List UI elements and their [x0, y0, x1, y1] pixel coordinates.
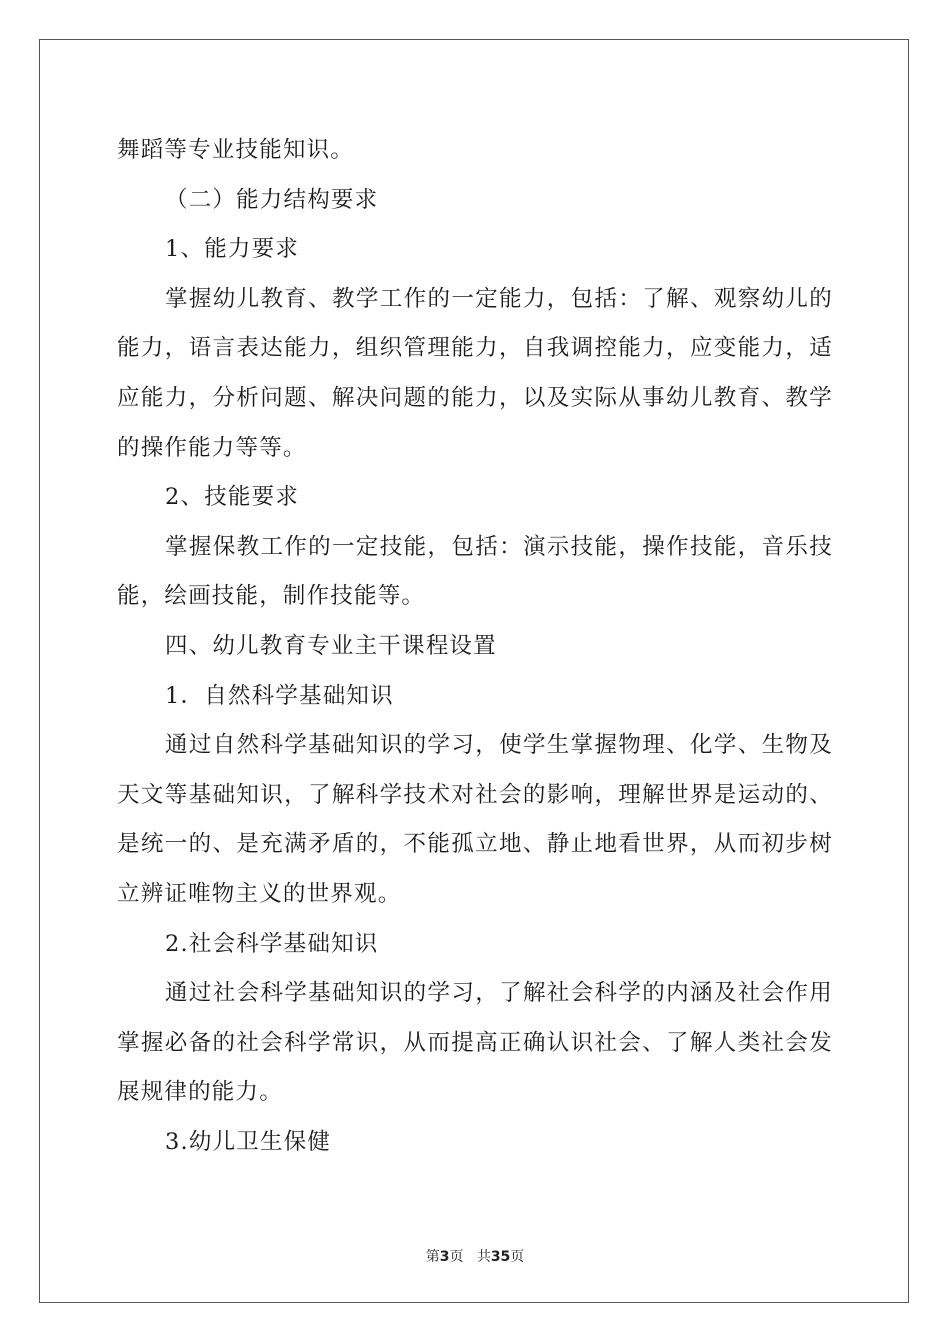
current-page-number: 3: [439, 1249, 450, 1265]
paragraph: 2、技能要求: [165, 484, 300, 511]
page-footer: [0, 1246, 950, 1266]
paragraph: 通过社会科学基础知识的学习，了解社会科学的内涵及社会作用掌握必备的社会科学常识，从而提高正确认识社会、了解人类社会发展规律的能力。: [117, 980, 833, 1106]
footer-total-prefix: 共: [476, 1249, 491, 1265]
footer-total-suffix: 页: [510, 1249, 525, 1265]
paragraph: 掌握保教工作的一定技能，包括：演示技能，操作技能，音乐技能，绘画技能，制作技能等。: [117, 533, 833, 610]
paragraph: 四、幼儿教育专业主干课程设置: [165, 632, 497, 659]
paragraph: 舞蹈等专业技能知识。: [117, 137, 355, 163]
footer-prefix: 第: [425, 1249, 440, 1265]
paragraph: （二）能力结构要求: [165, 186, 379, 213]
footer-page-word: 页: [449, 1249, 464, 1265]
paragraph: 1．自然科学基础知识: [165, 682, 394, 709]
document-body: [117, 126, 833, 1167]
paragraph: 2.社会科学基础知识: [165, 930, 379, 957]
total-pages-number: 35: [490, 1249, 511, 1265]
paragraph: 掌握幼儿教育、教学工作的一定能力，包括：了解、观察幼儿的能力，语言表达能力，组织管理能力，自我调控能力，应变能力，适应能力，分析问题、解决问题的能力，以及实际从事幼儿教育、教学的操作能力等等。: [117, 285, 833, 461]
paragraph: 1、能力要求: [165, 236, 300, 263]
paragraph: 3.幼儿卫生保健: [165, 1128, 332, 1155]
paragraph: 通过自然科学基础知识的学习，使学生掌握物理、化学、生物及天文等基础知识，了解科学技术对社会的影响，理解世界是运动的、是统一的、是充满矛盾的，不能孤立地、静止地看世界，从而初步树立辨证唯物主义的世界观。: [117, 732, 833, 907]
